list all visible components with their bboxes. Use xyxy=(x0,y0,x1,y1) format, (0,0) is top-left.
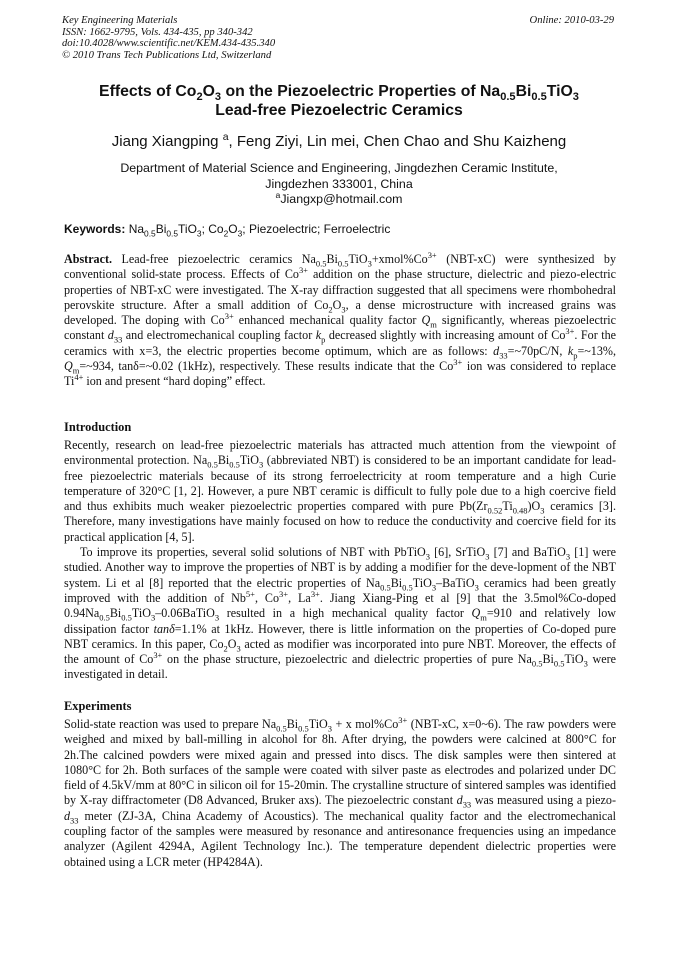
introduction-body xyxy=(64,438,616,683)
experiments-paragraph-1: Solid-state reaction was used to prepare $Na_{0.5}Bi_{0.5}TiO_3 + x$ $mol\%Co^{3+}$ (NBT-xC, x=0~6). The raw powders were weighed and mixed by ball-milling in alcohol for 8h. After drying, the powders were calcined at 800°C for 2h.The calcined powders were mixed again and pressed into discs. The disk samples were then sintered at 1080°C for 2h. Both surfaces of the sample were coated with silver paste as electrodes and polarized under DC field of 4.5kV/mm at 80°C in silicon oil for 15-20min. The crystalline structure of sintered samples was identified by X-ray diffractometer (D8 Advanced, Bruker axs). The piezoelectric constant $d_{33}$ was measured using a piezo-$d_{33}$ meter (ZJ-3A, China Academy of Acoustics). The mechanical quality factor and the electromechanical coupling factor of the samples were measured by resonance and antiresonance frequencies using an impedance analyzer (Agilent 4294A, Agilent Technology Inc.). The temperature dependent dielectric properties were obtained using a LCR meter (HP4284A). xyxy=(64,714,616,869)
copyright-line: © 2010 Trans Tech Publications Ltd, Switzerland xyxy=(62,49,272,61)
keywords-text: $Na_{0.5}Bi_{0.5}TiO_3$; $Co_2O_3$; Piezoelectric; Ferroelectric xyxy=(128,222,391,239)
affiliation-line-1: Department of Material Science and Engineering, Jingdezhen Ceramic Institute, xyxy=(120,161,558,175)
abstract-label: Abstract. xyxy=(64,252,113,266)
introduction-paragraph-1: Recently, research on lead-free piezoelectric materials has attracted much attention from the viewpoint of environmental protection. $Na_{0.5}Bi_{0.5}TiO_3$ (abbreviated NBT) is considered to be an important candidate for lead-free piezoelectric materials because of its strong ferroelectricity at room temperature and a high Curie temperature of 320°C [1, 2]. However, a pure NBT ceramic is difficult to fully pole due to a high coercive field and thus exhibits much weaker piezoelectric properties compared with pure $Pb(Zr_{0.52}Ti_{0.48})O_3$ ceramics [3]. Therefore, many investigations have mainly focused on how to reduce the conductivity and coercive field for its practical application [4, 5]. xyxy=(64,438,616,544)
affiliation xyxy=(40,160,638,192)
title-line-2: Lead-free Piezoelectric Ceramics xyxy=(215,102,463,119)
journal-header xyxy=(62,15,614,61)
experiments-body xyxy=(64,714,616,870)
issn-line: ISSN: 1662-9795, Vols. 434-435, pp 340-342 xyxy=(62,26,253,38)
affiliation-line-2: Jingdezhen 333001, China xyxy=(265,177,413,191)
experiments-heading: Experiments xyxy=(64,699,132,713)
introduction-paragraph-2: To improve its properties, several solid solutions of NBT with PbTiO$_3$ [6], SrTiO$_3$ [7] and BaTiO$_3$ [1] were studied. Another way to improve the properties of NBT is by adding a modifier for the deve-lopment of the NBT system. Li et al [8] reported that the electric properties of $Na_{0.5}Bi_{0.5}TiO_3-BaTiO_3$ ceramics had been greatly improved with the addition of $Nb^{5+}$, $Co^{3+}$, $La^{3+}$. Jiang Xiang-Ping et al [9] that the 3.5mol%Co-doped $0.94Na_{0.5}Bi_{0.5}TiO_3-0.06BaTiO_3$ resulted in a high mechanical quality factor $Q_m=910$ and relatively low dissipation factor tanδ=1.1% at 1kHz. However, there is little information on the properties of Co-doped pure NBT ceramics. In this paper, $Co_2O_3$ acted as modifier was incorporated into pure NBT. Moreover, the effects of the amount of $Co^{3+}$ on the phase structure, piezoelectric and dielectric properties of pure $Na_{0.5}Bi_{0.5}TiO_3$ were investigated in detail. xyxy=(64,545,616,682)
abstract xyxy=(64,249,617,390)
title-line-1: Effects of $Co_2O_3$ on the Piezoelectric Properties of $Na_{0.5}Bi_{0.5}TiO_3$ xyxy=(99,83,579,104)
introduction-heading: Introduction xyxy=(64,420,132,434)
keywords-label: Keywords: xyxy=(64,222,126,236)
keywords xyxy=(64,222,616,239)
author-email: $^a$Jiangxp@hotmail.com xyxy=(275,189,403,206)
online-date: Online: 2010-03-29 xyxy=(529,15,614,26)
journal-name: Key Engineering Materials xyxy=(62,15,178,26)
paper-title xyxy=(40,82,638,120)
author-list: Jiang Xiangping $^a$, Feng Ziyi, Lin mei, Chen Chao and Shu Kaizheng xyxy=(111,131,567,150)
abstract-text: Lead-free piezoelectric ceramics $Na_{0.5}Bi_{0.5}TiO_3+xmol\%Co^{3+}$ (NBT-xC) were synthesized by conventional solid-state process. Effects of $Co^{3+}$ addition on the phase structure, dielectric and piezo-electric properties of NBT-xC were investigated. The X-ray diffraction suggested that all specimens were rhombohedral perovskite structure. After a small addition of $Co_2O_3$, a dense microstructure with increased grains was developed. The doping with $Co^{3+}$ enhanced mechanical quality factor $Q_m$ significantly, whereas piezoelectric constant $d_{33}$ and electromechanical coupling factor $k_p$ decreased slightly with increasing amount of $Co^{3+}$. For the ceramics with x=3, the electric properties become optimum, which are as follows: $d_{33}=\sim 70pC/N$, $k_p=\sim 13\%$, $Q_m=\sim 934$, tanδ=~0.02 (1kHz), respectively. These results indicate that the $Co^{3+}$ ion was considered to replace $Ti^{4+}$ ion and present “hard doping” effect. xyxy=(64,249,617,389)
doi-line: doi:10.4028/www.scientific.net/KEM.434-435.340 xyxy=(62,38,276,50)
